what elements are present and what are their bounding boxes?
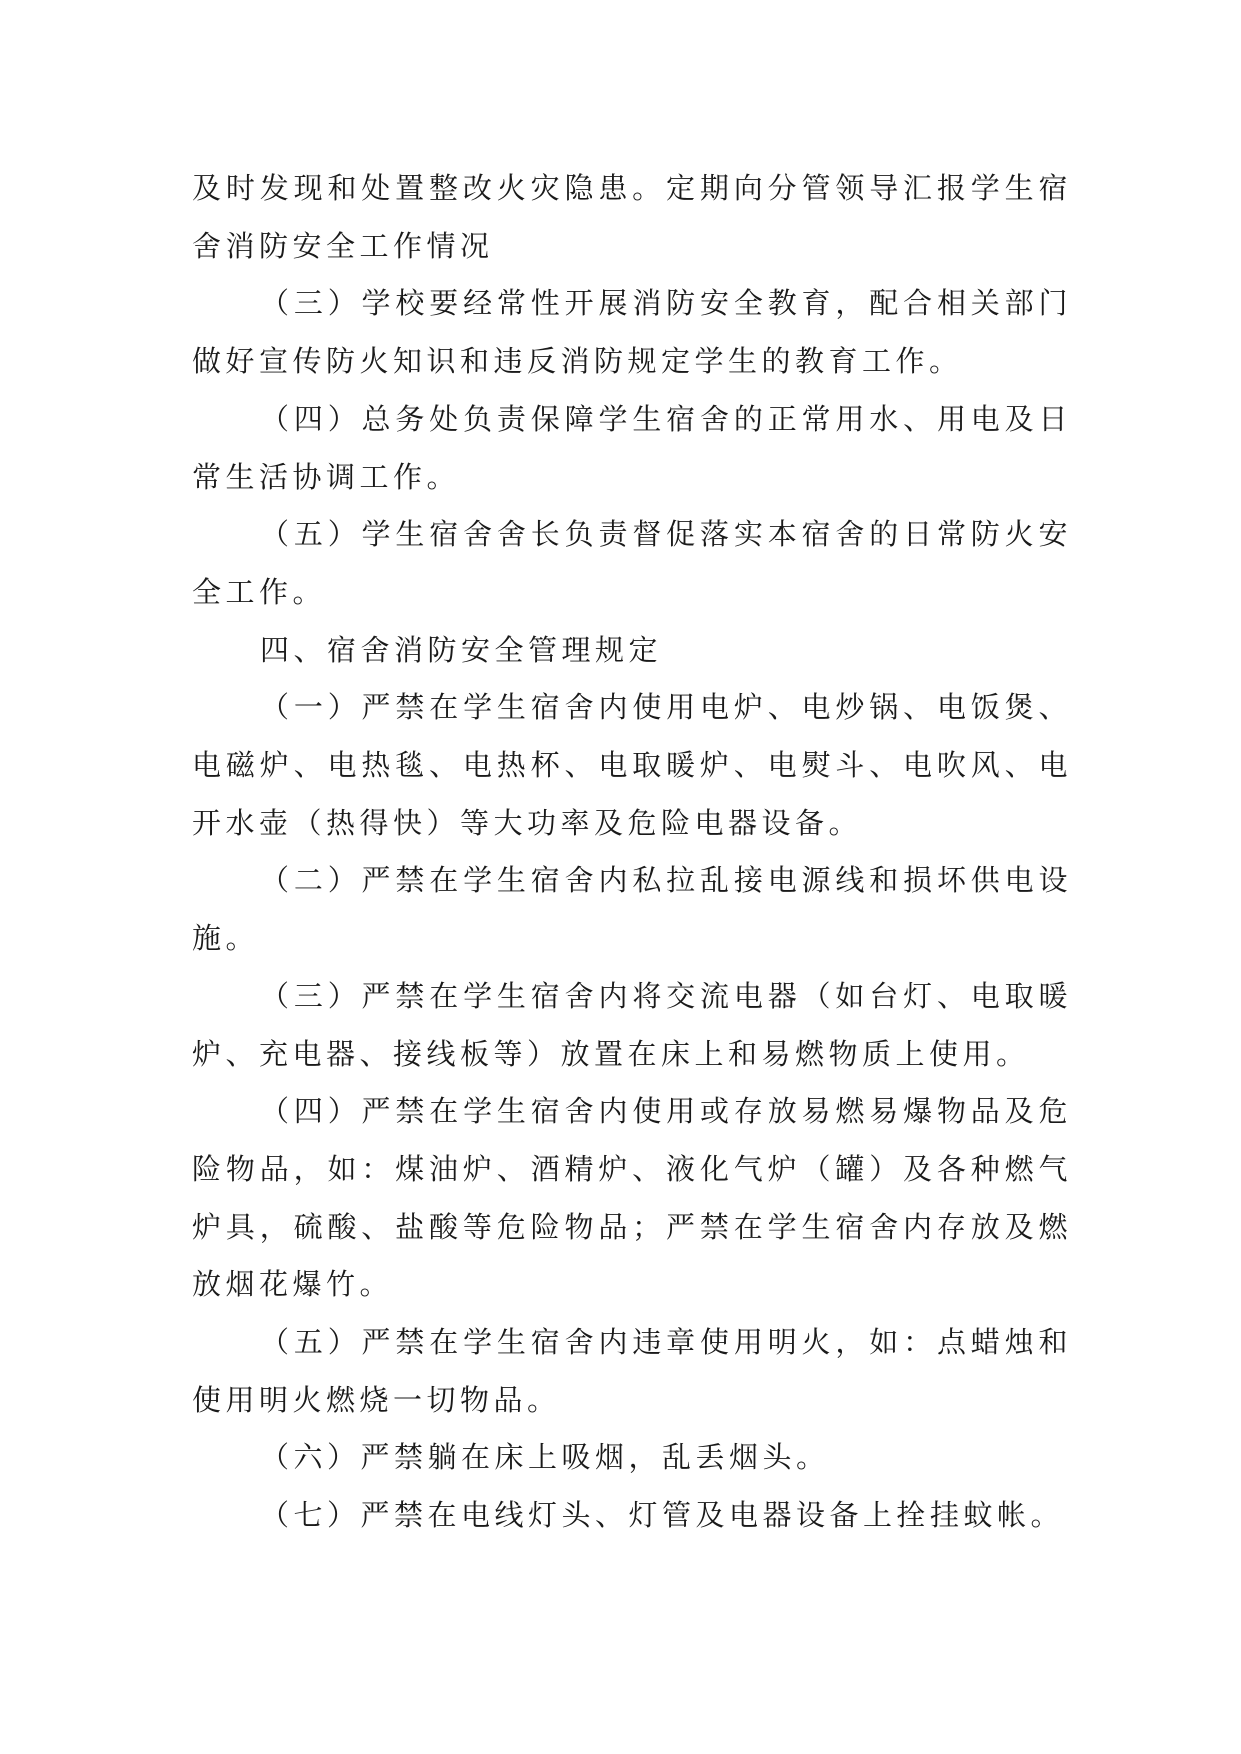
- rule-1: （一）严禁在学生宿舍内使用电炉、电炒锅、电饭煲、电磁炉、电热毯、电热杯、电取暖炉、电熨斗、电吹风、电开水壶（热得快）等大功率及危险电器设备。: [192, 690, 1072, 840]
- rule-4: （四）严禁在学生宿舍内使用或存放易燃易爆物品及危险物品，如：煤油炉、酒精炉、液化气炉（罐）及各种燃气炉具，硫酸、盐酸等危险物品；严禁在学生宿舍内存放及燃放烟花爆竹。: [192, 1094, 1072, 1302]
- rule-7: （七）严禁在电线灯头、灯管及电器设备上拴挂蚊帐。: [260, 1498, 1065, 1533]
- rule-5: （五）严禁在学生宿舍内违章使用明火，如：点蜡烛和使用明火燃烧一切物品。: [192, 1325, 1072, 1417]
- rule-2: （二）严禁在学生宿舍内私拉乱接电源线和损坏供电设施。: [192, 863, 1072, 956]
- paragraph-1: 及时发现和处置整改火灾隐患。定期向分管领导汇报学生宿舍消防安全工作情况: [192, 171, 1072, 263]
- document-body: [192, 160, 1072, 1545]
- rule-6: （六）严禁躺在床上吸烟，乱丢烟头。: [260, 1440, 830, 1475]
- rule-3: （三）严禁在学生宿舍内将交流电器（如台灯、电取暖炉、充电器、接线板等）放置在床上和易燃物质上使用。: [192, 978, 1072, 1071]
- paragraph-4: （五）学生宿舍舍长负责督促落实本宿舍的日常防火安全工作。: [192, 517, 1072, 609]
- paragraph-2: （三）学校要经常性开展消防安全教育，配合相关部门做好宣传防火知识和违反消防规定学生的教育工作。: [192, 286, 1072, 379]
- paragraph-3: （四）总务处负责保障学生宿舍的正常用水、用电及日常生活协调工作。: [192, 401, 1072, 494]
- section-heading-4: 四、宿舍消防安全管理规定: [260, 632, 663, 667]
